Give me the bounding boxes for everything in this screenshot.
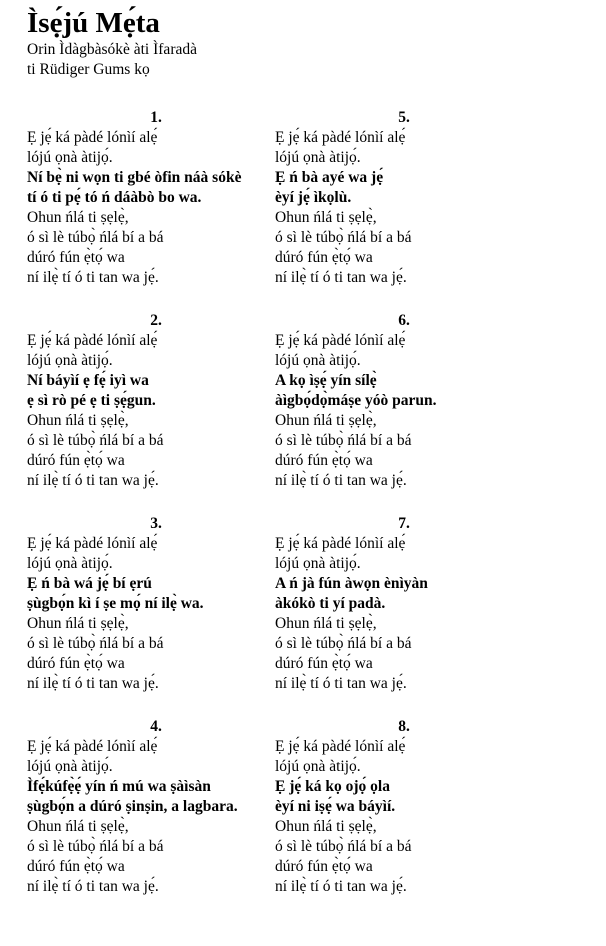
verse-4: [27, 717, 277, 897]
verse-line: dúró fún ẹ̀tọ́ wa: [27, 452, 125, 469]
verse-line: ó sì lè túbọ̀ ńlá bí a bá: [27, 229, 164, 246]
verse-line: ní ilẹ̀ tí ó ti tan wa jẹ́.: [27, 472, 159, 489]
verse-line: lójú ọnà àtijọ́.: [27, 555, 113, 572]
verse-line: Ohun ńlá ti ṣẹlẹ̀,: [27, 412, 129, 429]
verse-line-bold: A ń jà fún àwọn ènìyàn: [275, 575, 428, 592]
verse-line: dúró fún ẹ̀tọ́ wa: [275, 858, 373, 875]
verse-line: lójú ọnà àtijọ́.: [27, 758, 113, 775]
verse-line-bold: Ní báyìí ẹ fẹ́ iyì wa: [27, 372, 149, 389]
verse-line: ní ilẹ̀ tí ó ti tan wa jẹ́.: [27, 269, 159, 286]
verse-number: 6.: [398, 312, 410, 329]
verse-line: ní ilẹ̀ tí ó ti tan wa jẹ́.: [27, 878, 159, 895]
verse-line-bold: Ní bẹ̀ ni wọn ti gbé òfin náà sókè: [27, 169, 242, 186]
verse-line: Ẹ jẹ́ ká pàdé lónìí alẹ́: [275, 738, 406, 755]
verse-line: ó sì lè túbọ̀ ńlá bí a bá: [27, 432, 164, 449]
verse-line: dúró fún ẹ̀tọ́ wa: [275, 452, 373, 469]
verse-line-bold: Ẹ jẹ́ ká kọ ojọ́ ọla: [275, 778, 390, 795]
verse-2: [27, 311, 277, 491]
verse-number: 7.: [398, 515, 410, 532]
verse-line: ní ilẹ̀ tí ó ti tan wa jẹ́.: [275, 878, 407, 895]
verse-line-bold: ṣùgbọ́n kì í ṣe mọ́ ní ilẹ̀ wa.: [27, 595, 204, 612]
verse-line: ó sì lè túbọ̀ ńlá bí a bá: [275, 838, 412, 855]
verse-line: lójú ọnà àtijọ́.: [275, 352, 361, 369]
verse-1: [27, 108, 277, 288]
verse-line: Ẹ jẹ́ ká pàdé lónìí alẹ́: [275, 129, 406, 146]
verse-line: lójú ọnà àtijọ́.: [27, 352, 113, 369]
verse-line: Ohun ńlá ti ṣẹlẹ̀,: [27, 209, 129, 226]
verse-line: ní ilẹ̀ tí ó ti tan wa jẹ́.: [275, 269, 407, 286]
verse-line: ó sì lè túbọ̀ ńlá bí a bá: [27, 838, 164, 855]
verse-line: dúró fún ẹ̀tọ́ wa: [27, 655, 125, 672]
subtitle-line: Orin Ìdàgbàsókè àti Ìfaradà: [27, 41, 197, 58]
verse-line: Ẹ jẹ́ ká pàdé lónìí alẹ́: [275, 535, 406, 552]
verse-line: ní ilẹ̀ tí ó ti tan wa jẹ́.: [27, 675, 159, 692]
verse-line: Ẹ jẹ́ ká pàdé lónìí alẹ́: [275, 332, 406, 349]
verse-line: ó sì lè túbọ̀ ńlá bí a bá: [275, 432, 412, 449]
verse-line: Ohun ńlá ti ṣẹlẹ̀,: [275, 209, 377, 226]
verse-number: 8.: [398, 718, 410, 735]
verse-line-bold: èyí jẹ́ ìkọlù.: [275, 189, 352, 206]
verse-number: 2.: [150, 312, 162, 329]
verse-line-bold: èyí ni iṣẹ́ wa báyìí.: [275, 798, 396, 815]
verse-line: dúró fún ẹ̀tọ́ wa: [27, 858, 125, 875]
verse-number: 5.: [398, 109, 410, 126]
verse-line: Ẹ jẹ́ ká pàdé lónìí alẹ́: [27, 129, 158, 146]
verse-line-bold: A kọ ìṣẹ́ yín sílẹ̀: [275, 372, 377, 389]
verse-line: Ẹ jẹ́ ká pàdé lónìí alẹ́: [27, 738, 158, 755]
verse-line: dúró fún ẹ̀tọ́ wa: [275, 655, 373, 672]
verse-line-bold: àìgbọ́dọ̀máṣe yóò parun.: [275, 392, 437, 409]
verse-line-bold: Ẹ ń bà wá jẹ́ bí ẹrú: [27, 575, 152, 592]
verse-line: lójú ọnà àtijọ́.: [275, 758, 361, 775]
verse-line: ní ilẹ̀ tí ó ti tan wa jẹ́.: [275, 675, 407, 692]
verse-8: [275, 717, 525, 897]
verse-line-bold: tí ó ti pẹ́ tó ń dáàbò bo wa.: [27, 189, 202, 206]
verse-number: 1.: [150, 109, 162, 126]
verse-line: ní ilẹ̀ tí ó ti tan wa jẹ́.: [275, 472, 407, 489]
verse-line: ó sì lè túbọ̀ ńlá bí a bá: [275, 635, 412, 652]
page-title: Ìsẹ́jú Mẹ́ta: [27, 7, 160, 39]
verse-line: Ohun ńlá ti ṣẹlẹ̀,: [275, 615, 377, 632]
verse-number: 4.: [150, 718, 162, 735]
verse-line: dúró fún ẹ̀tọ́ wa: [275, 249, 373, 266]
verse-line: lójú ọnà àtijọ́.: [275, 149, 361, 166]
verse-line-bold: Ẹ ń bà ayé wa jẹ́: [275, 169, 384, 186]
verse-line: Ohun ńlá ti ṣẹlẹ̀,: [27, 818, 129, 835]
verse-line: ó sì lè túbọ̀ ńlá bí a bá: [27, 635, 164, 652]
verse-6: [275, 311, 525, 491]
verse-line-bold: Ìfẹ́kúfẹ̀ẹ́ yín ń mú wa ṣàìsàn: [27, 778, 211, 795]
verse-line: Ohun ńlá ti ṣẹlẹ̀,: [275, 412, 377, 429]
verse-line: lójú ọnà àtijọ́.: [275, 555, 361, 572]
subtitle: [27, 40, 197, 80]
verse-line-bold: ṣùgbọ́n a dúró ṣinṣin, a lagbara.: [27, 798, 238, 815]
verse-line: Ohun ńlá ti ṣẹlẹ̀,: [27, 615, 129, 632]
verse-line: Ẹ jẹ́ ká pàdé lónìí alẹ́: [27, 535, 158, 552]
verse-line-bold: àkókò ti yí padà.: [275, 595, 386, 612]
verse-line-bold: ẹ sì rò pé ẹ ti ṣẹ́gun.: [27, 392, 156, 409]
verse-line: ó sì lè túbọ̀ ńlá bí a bá: [275, 229, 412, 246]
verse-line: lójú ọnà àtijọ́.: [27, 149, 113, 166]
verse-5: [275, 108, 525, 288]
verse-line: Ẹ jẹ́ ká pàdé lónìí alẹ́: [27, 332, 158, 349]
verse-line: Ohun ńlá ti ṣẹlẹ̀,: [275, 818, 377, 835]
verse-7: [275, 514, 525, 694]
verse-line: dúró fún ẹ̀tọ́ wa: [27, 249, 125, 266]
verse-3: [27, 514, 277, 694]
verse-number: 3.: [150, 515, 162, 532]
subtitle-line: ti Rüdiger Gums kọ: [27, 61, 150, 78]
